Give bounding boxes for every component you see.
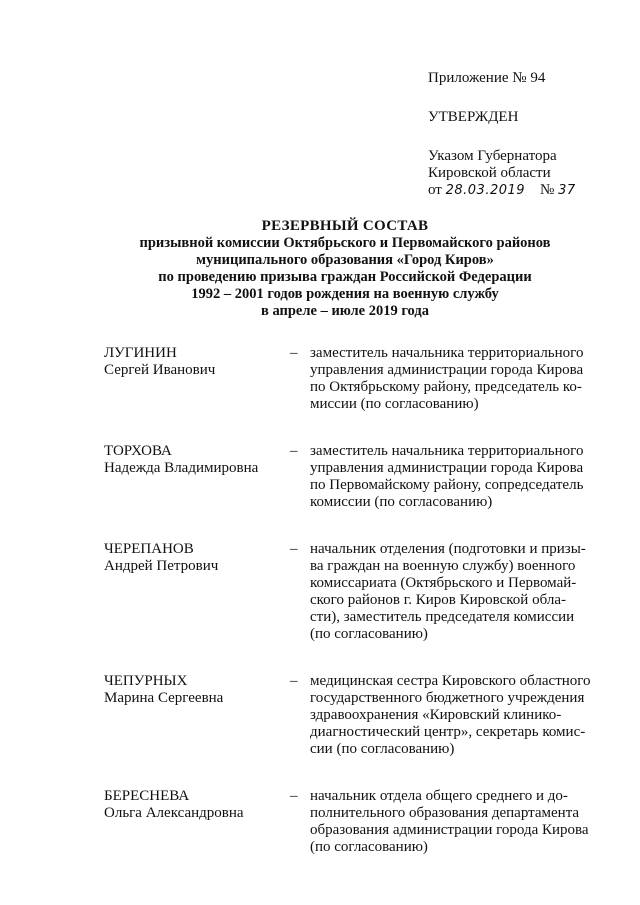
dash-separator: – [290,345,298,361]
title-line: муниципального образования «Город Киров» [196,252,494,268]
role-line: сти), заместитель председателя комиссии [310,609,575,625]
member-role [310,673,600,758]
decree-line-2: Кировской области [428,165,551,181]
role-line: медицинская сестра Кировского областного [310,673,591,689]
role-line: (по согласованию) [310,626,428,642]
approved-label: УТВЕРЖДЕН [428,109,519,125]
member-entry [104,788,604,856]
member-entry [104,673,604,758]
role-line: здравоохранения «Кировский клинико- [310,707,562,723]
role-line: государственного бюджетного учреждения [310,690,585,706]
date-prefix: от [428,182,442,198]
role-line: управления администрации города Кирова [310,362,584,378]
member-given-name: Сергей Иванович [104,362,216,378]
dash-separator: – [290,443,298,459]
role-line: образования администрации города Кирова [310,822,589,838]
members-list [104,345,604,886]
member-name [104,788,290,856]
role-line: ва граждан на военную службу) военного [310,558,576,574]
member-role [310,443,600,511]
member-given-name: Андрей Петрович [104,558,219,574]
member-surname: БЕРЕСНЕВА [104,788,190,804]
handwritten-date: 28.03.2019 [445,183,526,198]
dash-separator: – [290,788,298,804]
member-surname: ЧЕПУРНЫХ [104,673,188,689]
member-surname: ТОРХОВА [104,443,172,459]
approval-header [428,70,628,199]
member-entry [104,541,604,643]
member-name [104,443,290,511]
member-role [310,345,600,413]
role-line: диагностический центр», секретарь комис- [310,724,586,740]
role-line: заместитель начальника территориального [310,443,584,459]
role-line: полнительного образования департамента [310,805,580,821]
handwritten-number: 37 [558,183,576,198]
role-line: по Первомайскому району, сопредседатель [310,477,584,493]
title-line: 1992 – 2001 годов рождения на военную службу [191,286,499,302]
role-line: начальник отделения (подготовки и призы- [310,541,586,557]
member-name [104,541,290,643]
member-name [104,345,290,413]
role-line: начальник отдела общего среднего и до- [310,788,568,804]
dash-separator: – [290,673,298,689]
member-surname: ЧЕРЕПАНОВ [104,541,194,557]
role-line: комиссии (по согласованию) [310,494,493,510]
title-line: по проведению призыва граждан Российской Федерации [158,269,532,285]
title-line: призывной комиссии Октябрьского и Первомайского районов [139,235,551,251]
title-line: в апреле – июле 2019 года [261,303,429,319]
member-role [310,788,600,856]
document-title [60,218,630,320]
member-entry [104,443,604,511]
member-role [310,541,600,643]
member-surname: ЛУГИНИН [104,345,177,361]
decree-line-1: Указом Губернатора [428,148,557,164]
number-prefix: № [540,182,555,198]
role-line: сии (по согласованию) [310,741,455,757]
title-main: РЕЗЕРВНЫЙ СОСТАВ [261,218,429,234]
decree-date-line [428,182,628,199]
member-entry [104,345,604,413]
dash-separator: – [290,541,298,557]
role-line: (по согласованию) [310,839,428,855]
role-line: ского районов г. Киров Кировской обла- [310,592,566,608]
role-line: комиссариата (Октябрьского и Первомай- [310,575,577,591]
member-given-name: Надежда Владимировна [104,460,259,476]
member-given-name: Марина Сергеевна [104,690,224,706]
role-line: по Октябрьскому району, председатель ко- [310,379,582,395]
appendix-number: Приложение № 94 [428,70,546,86]
role-line: миссии (по согласованию) [310,396,479,412]
role-line: управления администрации города Кирова [310,460,584,476]
role-line: заместитель начальника территориального [310,345,584,361]
member-given-name: Ольга Александровна [104,805,244,821]
member-name [104,673,290,758]
